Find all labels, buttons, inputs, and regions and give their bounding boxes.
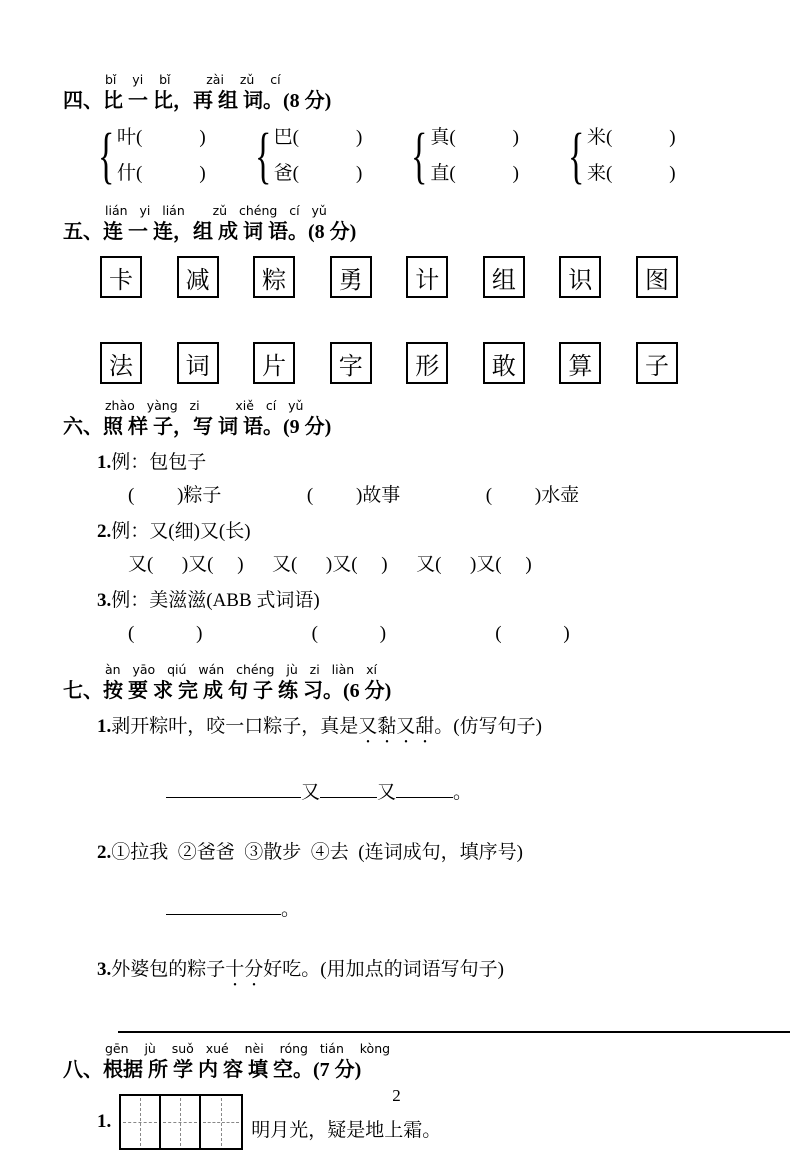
example-3 (97, 589, 753, 613)
word-blank: 叶( ) (117, 127, 206, 148)
word-blank: 什( ) (117, 163, 206, 184)
character-card: 法 (100, 342, 142, 384)
connector-text: 又 (377, 782, 397, 804)
character-card: 图 (636, 256, 678, 298)
character-card: 敢 (483, 342, 525, 384)
section-5-title: 五、连 一 连，组 成 词 语。(8 分) (63, 221, 357, 243)
word-group-1 (93, 122, 206, 190)
word-blank: 直( ) (430, 163, 519, 184)
connector-text: 又 (301, 782, 321, 804)
word-blank: 来( ) (586, 163, 676, 184)
word-blank: 巴( ) (273, 127, 363, 148)
character-card: 计 (406, 256, 448, 298)
match-row-top (100, 256, 678, 298)
example-1 (97, 451, 753, 475)
section-7-sentence-practice (63, 662, 753, 991)
brace-icon: { (254, 122, 271, 190)
period-text: 。 (281, 899, 301, 921)
brace-icon: { (411, 122, 428, 190)
question-number: 1. (97, 1111, 112, 1133)
question-text: 好吃。(用加点的词语写句子) (263, 959, 504, 981)
section-divider (118, 1031, 790, 1033)
question-number: 2. (97, 521, 112, 542)
section-6-write-words (63, 398, 753, 646)
answer-line-1 (128, 757, 753, 829)
section-4-title: 四、比 一 比，再 组 词。(8 分) (63, 90, 332, 112)
character-card: 组 (483, 256, 525, 298)
question-1 (97, 715, 753, 748)
word-group-lines (430, 126, 519, 186)
question-3 (97, 958, 753, 991)
fill-in-text: 明月光，疑是地上霜。 (251, 1119, 442, 1141)
word-group-4 (563, 122, 676, 190)
section-8-pinyin: gēn jù suǒ xué nèi róng tián kòng (105, 1041, 391, 1057)
emphasized-text: 又黏又甜 (358, 716, 435, 737)
character-card: 算 (559, 342, 601, 384)
word-blank: 真( ) (430, 127, 519, 148)
section-5-pinyin: lián yi lián zǔ chéng cí yǔ (105, 203, 327, 218)
question-number: 2. (97, 842, 112, 864)
answer-line-2: 又( )又( ) 又( )又( ) 又( )又( ) (128, 554, 532, 575)
match-row-bottom (100, 342, 678, 384)
character-card: 字 (330, 342, 372, 384)
answer-blank (396, 781, 453, 798)
section-4-groups (93, 122, 753, 190)
question-number: 3. (97, 590, 112, 611)
character-card: 词 (177, 342, 219, 384)
word-group-lines (117, 126, 206, 186)
character-card: 卡 (100, 256, 142, 298)
section-7-title: 七、按 要 求 完 成 句 子 练 习。(6 分) (63, 680, 392, 702)
answer-blank (166, 781, 301, 798)
word-blank: 米( ) (586, 127, 676, 148)
question-text: ①拉我 ②爸爸 ③散步 ④去 (连词成句，填序号) (111, 842, 523, 864)
question-text: 。(仿写句子) (434, 716, 542, 737)
answer-line-1: ( )粽子 ( )故事 ( )水壶 (128, 485, 580, 506)
question-text: 外婆包的粽子 (111, 959, 226, 981)
question-text: 剥开粽叶，咬一口粽子，真是 (111, 716, 359, 737)
character-card: 识 (559, 256, 601, 298)
section-6-title: 六、照 样 子，写 词 语。(9 分) (63, 416, 332, 438)
answer-blank (166, 898, 281, 915)
word-group-3 (406, 122, 519, 190)
character-card: 勇 (330, 256, 372, 298)
emphasized-text: 十分 (225, 959, 264, 981)
character-card: 片 (253, 342, 295, 384)
answer-line-3: ( ) ( ) ( ) (128, 623, 570, 644)
word-group-2 (250, 122, 363, 190)
period-text: 。 (453, 782, 473, 804)
character-card: 粽 (253, 256, 295, 298)
character-card: 子 (636, 342, 678, 384)
section-8-title: 八、根据 所 学 内 容 填 空。(7 分) (63, 1059, 362, 1082)
example-text: 例：美滋滋(ABB 式词语) (111, 590, 320, 611)
brace-icon: { (97, 122, 115, 190)
section-6-pinyin: zhào yàng zi xiě cí yǔ (105, 398, 304, 413)
section-4-compare-words (63, 72, 753, 190)
brace-icon: { (567, 122, 585, 190)
question-number: 1. (97, 452, 112, 473)
page-number: 2 (392, 1086, 401, 1105)
character-card: 减 (177, 256, 219, 298)
word-group-lines (274, 126, 363, 186)
answer-line-2 (128, 874, 753, 946)
character-card: 形 (406, 342, 448, 384)
section-4-pinyin: bǐ yi bǐ zài zǔ cí (105, 72, 281, 87)
question-number: 1. (97, 716, 112, 737)
question-number: 3. (97, 959, 112, 981)
word-group-lines (587, 126, 676, 186)
word-blank: 爸( ) (273, 163, 363, 184)
example-2 (97, 520, 753, 544)
question-2 (97, 841, 753, 865)
example-text: 例：又(细)又(长) (111, 521, 251, 542)
answer-blank (320, 781, 377, 798)
section-7-pinyin: àn yāo qiú wán chéng jù zi liàn xí (105, 662, 377, 677)
example-text: 例：包包子 (111, 452, 207, 473)
section-5-connect-words (63, 203, 753, 384)
